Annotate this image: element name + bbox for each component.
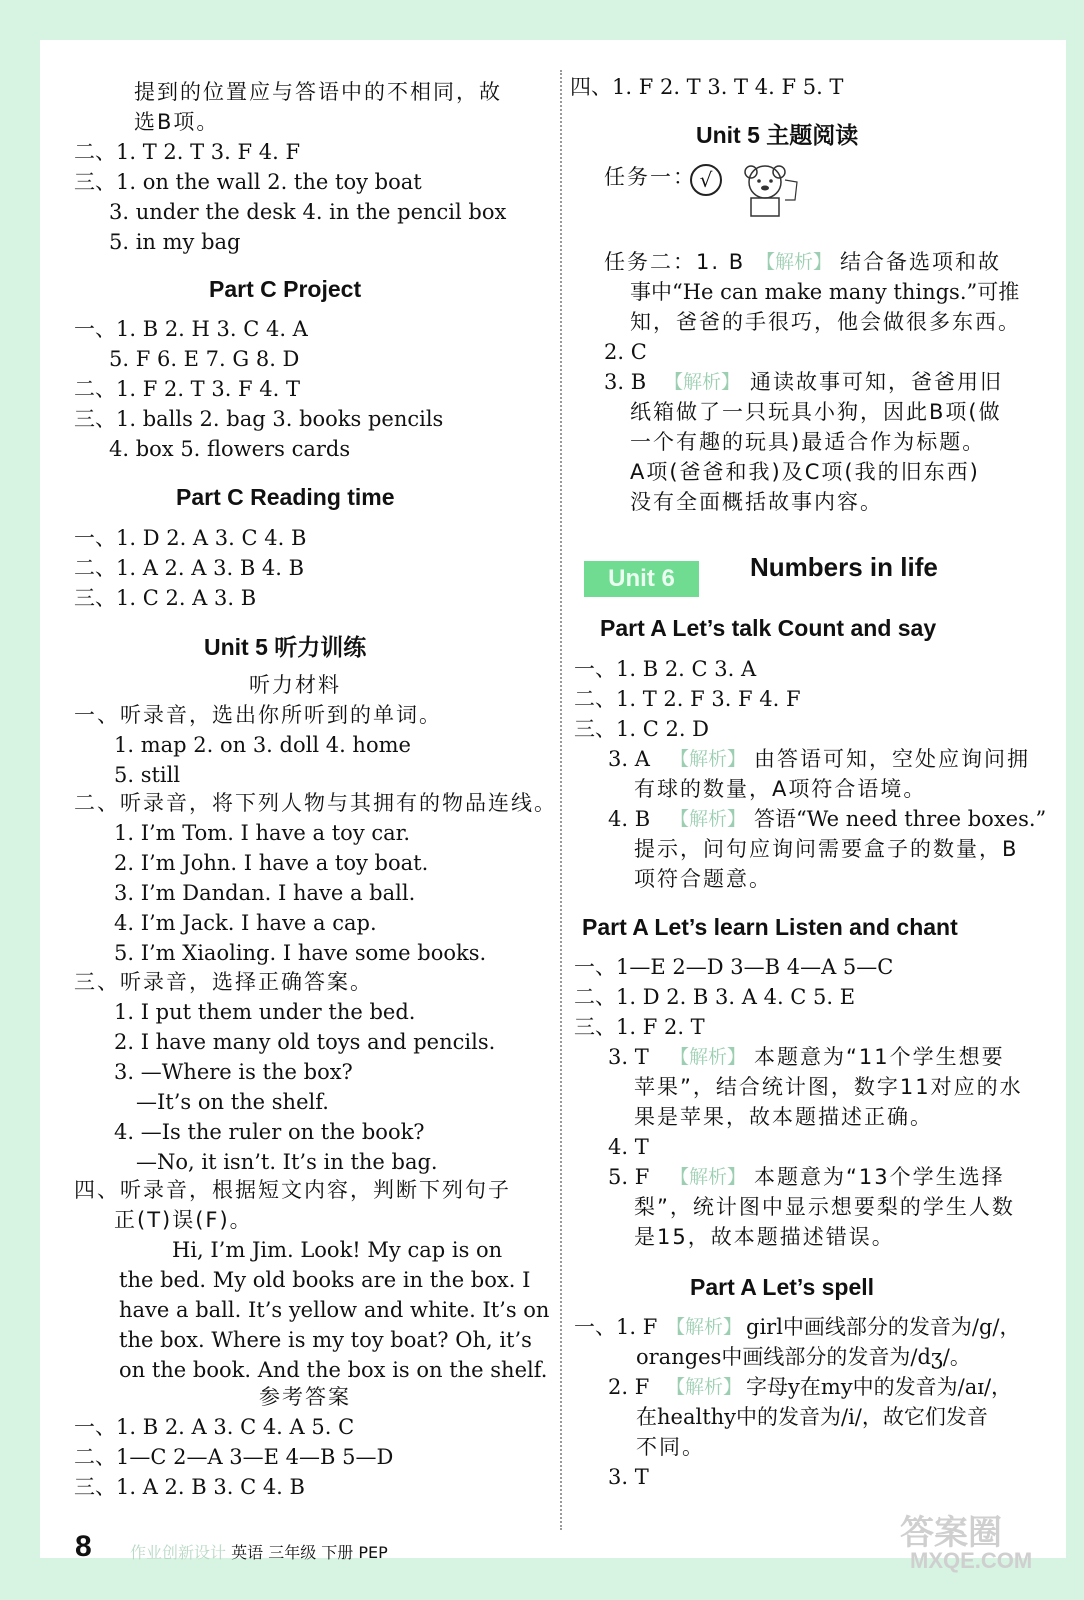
check-mark-icon: √	[690, 164, 722, 196]
right-text-line: 三、1. C 2. D	[574, 717, 710, 741]
right-text-line: 结合备选项和故	[840, 250, 1001, 274]
left-text-line: 三、1. on the wall 2. the toy boat	[74, 170, 422, 194]
left-text-line: 一、1. D 2. A 3. C 4. B	[74, 526, 307, 550]
right-text-line: A项(爸爸和我)及C项(我的旧东西)	[630, 460, 980, 484]
left-text-line: 听力材料	[249, 673, 341, 697]
right-text-line: 4. T	[608, 1135, 649, 1159]
toy-dog-illustration	[735, 160, 805, 220]
left-text-line: 1. I put them under the bed.	[114, 1000, 416, 1024]
page-number: 8	[75, 1530, 92, 1563]
watermark-logo: 答案圈	[900, 1513, 1002, 1553]
left-text-line: on the book. And the box is on the shelf.	[119, 1358, 548, 1382]
left-text-line: Part C Reading time	[176, 484, 395, 510]
left-text-line: 三、1. C 2. A 3. B	[74, 586, 257, 610]
left-text-line: 3. I’m Dandan. I have a ball.	[114, 881, 416, 905]
left-text-line: 参考答案	[259, 1385, 351, 1409]
right-text-line: 字母y在my中的发音为/aɪ/，	[746, 1375, 1013, 1399]
left-text-line: Unit 5 听力训练	[204, 634, 367, 660]
left-text-line: 5. in my bag	[109, 230, 241, 254]
left-text-line: have a ball. It’s yellow and white. It’s on	[119, 1298, 550, 1322]
right-text-line: 本题意为“13个学生选择	[754, 1165, 1005, 1189]
right-text-line: 5. F	[608, 1165, 650, 1189]
right-text-line: 2. C	[604, 340, 647, 364]
footer-text	[130, 1540, 388, 1563]
right-text-line: 【解析】	[670, 748, 747, 770]
left-text-line: 5. still	[114, 763, 181, 787]
left-text-line: 3. —Where is the box?	[114, 1060, 353, 1084]
right-text-line: 【解析】	[670, 808, 747, 830]
left-text-line: 一、1. B 2. A 3. C 4. A 5. C	[74, 1415, 355, 1439]
right-text-line: 3. T	[608, 1045, 649, 1069]
right-text-line: 知，爸爸的手很巧，他会做很多东西。	[630, 310, 1021, 334]
right-text-line: 二、1. D 2. B 3. A 4. C 5. E	[574, 985, 856, 1009]
right-text-line: 不同。	[636, 1435, 705, 1459]
right-text-line: 二、1. T 2. F 3. F 4. F	[574, 687, 801, 711]
right-text-line: 梨”，统计图中显示想要梨的学生人数	[634, 1195, 1015, 1219]
right-text-line: 通读故事可知，爸爸用旧	[750, 370, 1003, 394]
left-text-line: —It’s on the shelf.	[136, 1090, 329, 1114]
unit6-badge: Unit 6	[584, 561, 699, 597]
right-text-line: Numbers in life	[750, 552, 938, 582]
right-text-line: 事中“He can make many things.”可推	[630, 280, 1020, 304]
left-text-line: 三、听录音，选择正确答案。	[74, 970, 373, 994]
left-text-line: 正(T)误(F)。	[114, 1208, 253, 1232]
left-text-line: 4. —Is the ruler on the book?	[114, 1120, 425, 1144]
right-text-line: 三、1. F 2. T	[574, 1015, 705, 1039]
right-text-line: oranges中画线部分的发音为/dʒ/。	[636, 1345, 971, 1369]
right-text-line: 项符合题意。	[634, 867, 772, 891]
right-text-line: 四、1. F 2. T 3. T 4. F 5. T	[570, 75, 844, 99]
right-text-line: 一、1. F	[574, 1315, 658, 1339]
left-text-line: 4. box 5. flowers cards	[109, 437, 351, 461]
left-text-line: 一、听录音，选出你所听到的单词。	[74, 703, 442, 727]
left-text-line: 二、1. T 2. T 3. F 4. F	[74, 140, 301, 164]
left-text-line: the bed. My old books are in the box. I	[119, 1268, 531, 1292]
left-text-line: 三、1. A 2. B 3. C 4. B	[74, 1475, 305, 1499]
right-text-line: 【解析】	[666, 1316, 743, 1338]
right-text-line: 【解析】	[664, 371, 741, 393]
left-text-line: 1. I’m Tom. I have a toy car.	[114, 821, 411, 845]
right-text-line: 一、1. B 2. C 3. A	[574, 657, 757, 681]
right-text-line: 【解析】	[666, 1376, 743, 1398]
right-text-line: 4. B	[608, 807, 651, 831]
right-text-line: Part A Let’s talk Count and say	[600, 615, 937, 641]
right-text-line: 在healthy中的发音为/i/，故它们发音	[636, 1405, 988, 1429]
left-text-line: 三、1. balls 2. bag 3. books pencils	[74, 407, 444, 431]
right-text-line: Part A Let’s learn Listen and chant	[582, 914, 958, 940]
right-text-line: Part A Let’s spell	[690, 1274, 875, 1300]
left-text-line: 二、1—C 2—A 3—E 4—B 5—D	[74, 1445, 394, 1469]
left-text-line: 5. I’m Xiaoling. I have some books.	[114, 941, 487, 965]
right-text-line: 3. B	[604, 370, 647, 394]
left-text-line: 2. I’m John. I have a toy boat.	[114, 851, 429, 875]
right-text-line: 没有全面概括故事内容。	[630, 490, 883, 514]
right-text-line: 有球的数量，A项符合语境。	[634, 777, 927, 801]
watermark-url: MXQE.COM	[910, 1548, 1033, 1573]
right-text-line: 由答语可知，空处应询问拥	[754, 747, 1030, 771]
left-text-line: 5. F 6. E 7. G 8. D	[109, 347, 300, 371]
footer-series: 作业创新设计	[130, 1543, 227, 1562]
right-text-line: 一个有趣的玩具)最适合作为标题。	[630, 430, 986, 454]
right-text-line: 【解析】	[756, 251, 833, 273]
left-text-line: 二、1. F 2. T 3. F 4. T	[74, 377, 301, 401]
right-text-line: girl中画线部分的发音为/g/，	[746, 1315, 1021, 1339]
left-text-line: Hi, I’m Jim. Look! My cap is on	[172, 1238, 503, 1262]
right-text-line: 是15，故本题描述错误。	[634, 1225, 895, 1249]
right-text-line: 提示，问句应询问需要盒子的数量，B	[634, 837, 1019, 861]
right-text-line: 【解析】	[670, 1046, 747, 1068]
right-text-line: 2. F	[608, 1375, 650, 1399]
right-text-line: 【解析】	[670, 1166, 747, 1188]
left-text-line: —No, it isn’t. It’s in the bag.	[136, 1150, 438, 1174]
right-text-line: 一、1—E 2—D 3—B 4—A 5—C	[574, 955, 894, 979]
left-text-line: 4. I’m Jack. I have a cap.	[114, 911, 377, 935]
left-text-line: 3. under the desk 4. in the pencil box	[109, 200, 507, 224]
left-text-line: 选B项。	[134, 110, 220, 134]
column-divider	[560, 70, 562, 1530]
left-text-line: the box. Where is my toy boat? Oh, it’s	[119, 1328, 532, 1352]
right-text-line: Unit 5 主题阅读	[696, 122, 859, 148]
right-text-line: 本题意为“11个学生想要	[754, 1045, 1005, 1069]
right-text-line: 3. A	[608, 747, 650, 771]
right-text-line: 任务二：1. B	[604, 250, 746, 274]
left-text-line: 1. map 2. on 3. doll 4. home	[114, 733, 411, 757]
right-text-line: 纸箱做了一只玩具小狗，因此B项(做	[630, 400, 1002, 424]
left-text-line: 一、1. B 2. H 3. C 4. A	[74, 317, 308, 341]
right-text-line: 答语“We need three boxes.”	[754, 807, 1047, 831]
footer-info: 英语 三年级 下册 PEP	[231, 1543, 388, 1562]
right-text-line: 3. T	[608, 1465, 649, 1489]
left-text-line: 2. I have many old toys and pencils.	[114, 1030, 496, 1054]
right-text-line: 苹果”，结合统计图，数字11对应的水	[634, 1075, 1023, 1099]
right-text-line: 果是苹果，故本题描述正确。	[634, 1105, 933, 1129]
left-text-line: 四、听录音，根据短文内容，判断下列句子	[74, 1178, 511, 1202]
left-text-line: 提到的位置应与答语中的不相同，故	[134, 80, 502, 104]
right-text-line: 任务一：	[604, 165, 696, 189]
left-text-line: Part C Project	[209, 276, 362, 302]
left-text-line: 二、1. A 2. A 3. B 4. B	[74, 556, 305, 580]
left-text-line: 二、听录音，将下列人物与其拥有的物品连线。	[74, 791, 557, 815]
